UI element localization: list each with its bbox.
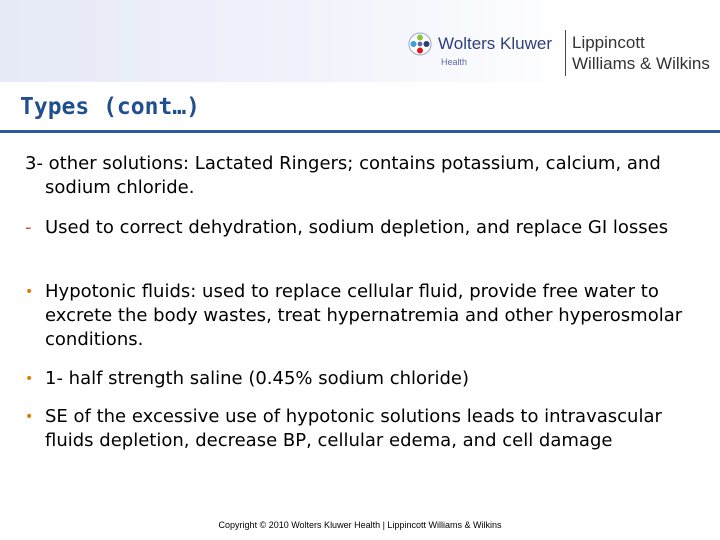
list-item-text: 3- other solutions: Lactated Ringers; contains potassium, calcium, and sodium chloride.: [25, 153, 661, 198]
list-item-4: [25, 367, 705, 391]
brand-name-lww: [572, 32, 710, 74]
list-item-text: 1- half strength saline (0.45% sodium chloride): [45, 368, 469, 389]
dash-bullet: -: [25, 217, 32, 238]
bullet-dot-icon: •: [25, 409, 34, 425]
list-item-2: [25, 216, 705, 240]
copyright-footer: Copyright © 2010 Wolters Kluwer Health | Lippincott Williams & Wilkins: [218, 520, 502, 530]
slide-title: Types (cont…): [20, 94, 201, 120]
brand-sub-health: Health: [441, 57, 468, 67]
list-item-3: [25, 280, 705, 352]
brand-lww-line2: Williams & Wilkins: [572, 54, 710, 73]
list-item-text: Hypotonic fluids: used to replace cellular fluid, provide free water to excrete the body wastes, treat hypernatremia and other hyperosmolar conditions.: [45, 281, 683, 350]
bullet-dot-icon: •: [25, 284, 34, 300]
brand-name-wolters-kluwer: Wolters Kluwer: [438, 34, 552, 53]
title-underline: [0, 130, 720, 133]
list-item-text: Used to correct dehydration, sodium depletion, and replace GI losses: [45, 217, 669, 238]
list-item-text: SE of the excessive use of hypotonic solutions leads to intravascular fluids depletion, decrease BP, cellular edema, and cell damage: [45, 406, 662, 451]
logo-divider: [565, 30, 566, 76]
bullet-dot-icon: •: [25, 371, 34, 387]
list-item-5: [25, 405, 705, 453]
slide-header: [0, 0, 720, 82]
brand-lww-line1: Lippincott: [572, 33, 645, 52]
list-item-1: [25, 152, 705, 200]
wolters-kluwer-logo-icon: [408, 32, 432, 56]
